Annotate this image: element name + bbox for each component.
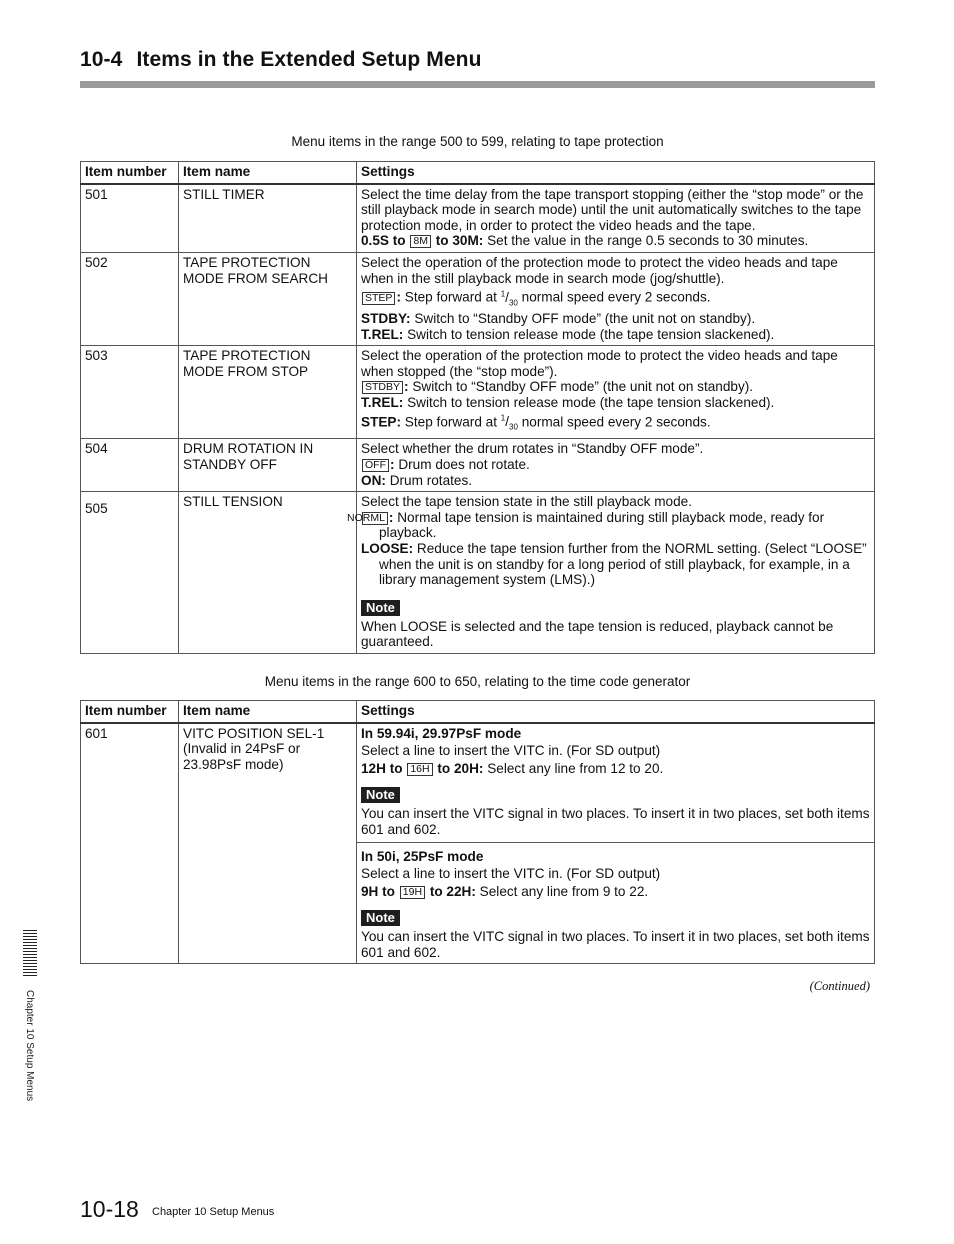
mode-section	[357, 842, 874, 961]
setting-option: STEP : Step forward at $^1/_{30}$ normal speed every 2 seconds.	[361, 286, 870, 311]
note-text: You can insert the VITC signal in two places. To insert it in two places, set both items 601 and 602.	[361, 806, 870, 837]
table-row	[81, 346, 875, 439]
item-number: 501	[81, 184, 179, 253]
page-number: 10-18	[80, 1196, 139, 1222]
setting-description: Select a line to insert the VITC in. (For SD output)	[361, 743, 661, 759]
setting-description: Select the time delay from the tape transport stopping (either the “stop mode” or the still playback mode in search mode) until the unit automatically switches to the tape protection mode, in order to protect the video heads and the tape.	[361, 186, 864, 233]
setting-option: OFF : Drum does not rotate.	[361, 457, 870, 473]
setting-option: T.REL: Switch to tension release mode (the tape tension slackened).	[361, 394, 775, 410]
table1-caption: Menu items in the range 500 to 599, relating to tape protection	[291, 134, 664, 149]
table-row	[81, 492, 875, 654]
footer-chapter: Chapter 10 Setup Menus	[152, 1206, 275, 1218]
note-badge: Note	[361, 600, 400, 616]
setting-description: Select the operation of the protection mode to protect the video heads and tape when in the still playback mode in search mode (jog/shuttle).	[361, 254, 838, 286]
table-row	[81, 252, 875, 345]
setting-option: T.REL: Switch to tension release mode (the tape tension slackened).	[361, 326, 775, 342]
setting-description: Select the operation of the protection mode to protect the video heads and tape when stopped (the “stop mode”).	[361, 348, 838, 379]
default-value-box: OFF	[362, 459, 389, 472]
time-code-table	[80, 700, 875, 964]
default-value-box: STEP	[362, 292, 395, 305]
item-name: DRUM ROTATION IN STANDBY OFF	[179, 439, 357, 492]
table-row	[81, 439, 875, 492]
col-item-number: Item number	[81, 162, 179, 184]
setting-range: 9H to 19H to 22H: Select any line from 9 to 22.	[361, 883, 649, 899]
mode-heading: In 59.94i, 29.97PsF mode	[361, 725, 522, 741]
item-number: 503	[81, 346, 179, 439]
item-settings	[357, 184, 875, 253]
setting-option: LOOSE: Reduce the tape tension further from the NORML setting. (Select “LOOSE” when the unit is on standby for a long period of still playback, for example, in a library management system (LMS).)	[361, 540, 867, 588]
col-settings: Settings	[357, 701, 875, 723]
default-value-box: STDBY	[362, 381, 403, 394]
table-header-row	[81, 701, 875, 723]
col-item-name: Item name	[179, 701, 357, 723]
default-value-box: 16H	[407, 763, 432, 776]
col-item-name: Item name	[179, 162, 357, 184]
section-title: Items in the Extended Setup Menu	[136, 48, 482, 71]
default-value-box: 19H	[400, 886, 425, 899]
setting-option: ON: Drum rotates.	[361, 472, 473, 488]
table-row	[81, 184, 875, 253]
setting-description: Select whether the drum rotates in “Standby OFF mode”.	[361, 441, 704, 457]
item-name: TAPE PROTECTION MODE FROM STOP	[179, 346, 357, 439]
note-badge: Note	[361, 787, 400, 803]
side-chapter-label: Chapter 10 Setup Menus	[24, 990, 35, 1102]
item-number: 504	[81, 439, 179, 492]
item-settings	[347, 492, 875, 654]
page-heading	[80, 48, 482, 72]
note-badge: Note	[361, 910, 400, 926]
default-value-box: NORML	[362, 512, 388, 525]
note-text: You can insert the VITC signal in two places. To insert it in two places, set both items 601 and 602.	[361, 929, 870, 960]
heading-rule	[80, 81, 875, 88]
item-name: STILL TIMER	[179, 184, 357, 253]
item-number: 601	[81, 723, 179, 963]
setting-description: Select the tape tension state in the still playback mode.	[361, 494, 692, 510]
tape-protection-table	[80, 161, 875, 654]
continued-label: (Continued)	[809, 979, 870, 993]
col-settings: Settings	[357, 162, 875, 184]
table-header-row	[81, 162, 875, 184]
setting-option: NORML : Normal tape tension is maintained during still playback mode, ready for playback.	[347, 509, 825, 541]
item-settings	[357, 723, 875, 963]
col-item-number: Item number	[81, 701, 179, 723]
chapter-tab-marker	[23, 930, 37, 976]
mode-heading: In 50i, 25PsF mode	[361, 848, 484, 864]
item-name: TAPE PROTECTION MODE FROM SEARCH	[179, 252, 357, 345]
table-row	[81, 723, 875, 963]
default-value-box: 8M	[410, 235, 431, 248]
setting-option: STEP: Step forward at $^1/_{30}$ normal speed every 2 seconds.	[361, 413, 711, 432]
setting-range: 0.5S to 8M to 30M: Set the value in the range 0.5 seconds to 30 minutes.	[361, 233, 809, 249]
item-settings	[357, 346, 875, 439]
setting-option: STDBY: Switch to “Standby OFF mode” (the unit not on standby).	[361, 311, 756, 326]
item-settings	[357, 252, 875, 345]
section-number: 10-4	[80, 48, 123, 71]
setting-range: 12H to 16H to 20H: Select any line from 12 to 20.	[361, 760, 664, 776]
item-settings	[357, 439, 875, 492]
table2-caption: Menu items in the range 600 to 650, relating to the time code generator	[264, 674, 691, 689]
item-name: STILL TENSION	[179, 492, 357, 654]
note-text: When LOOSE is selected and the tape tension is reduced, playback cannot be guaranteed.	[361, 618, 834, 650]
item-name: VITC POSITION SEL-1 (Invalid in 24PsF or 23.98PsF mode)	[179, 723, 357, 963]
setting-option: STDBY : Switch to “Standby OFF mode” (the unit not on standby).	[361, 379, 870, 395]
item-number: 505	[81, 492, 179, 654]
item-number: 502	[81, 252, 179, 345]
setting-description: Select a line to insert the VITC in. (For SD output)	[361, 866, 661, 882]
